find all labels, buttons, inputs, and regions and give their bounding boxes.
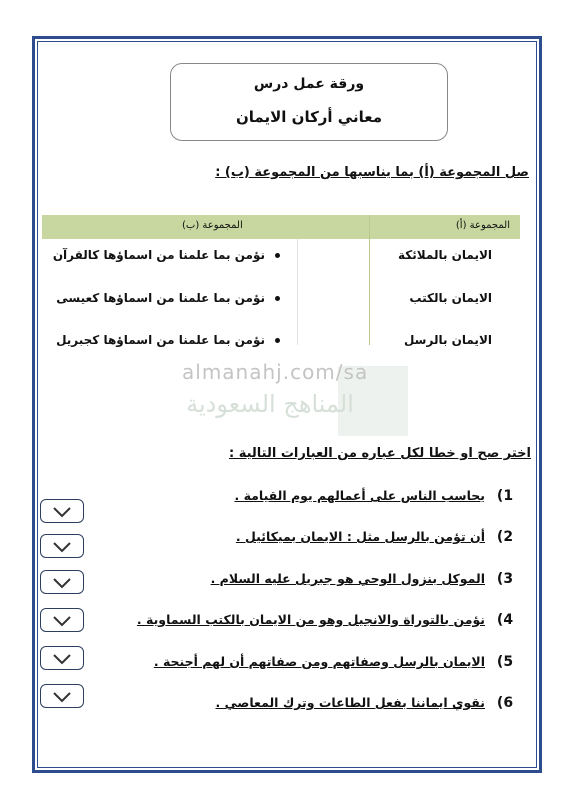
bullet-icon [275, 253, 280, 258]
answer-dropdown[interactable] [40, 684, 84, 708]
answer-dropdown[interactable] [40, 534, 84, 558]
answer-dropdown[interactable] [40, 608, 84, 632]
table-header-row [42, 215, 520, 239]
question-row: 1)يحاسب الناس على أعمالهم يوم القيامة . [234, 488, 514, 504]
question-row: 5)الايمان بالرسل وصفاتهم ومن صفاتهم أن لهم أجنحة . [153, 654, 514, 670]
chevron-down-icon [52, 506, 72, 518]
answer-dropdown[interactable] [40, 499, 84, 523]
group-a-item: الايمان بالرسل [403, 333, 492, 347]
header-group-a: المجموعة (أ) [455, 220, 510, 231]
question-row: 2)أن تؤمن بالرسل مثل : الايمان بميكائيل . [235, 529, 514, 545]
group-b-item: نؤمن بما علمنا من اسماؤها كجبريل [56, 333, 280, 347]
watermark [170, 360, 410, 440]
question-row: 6)نقوي ايماننا بفعل الطاعات وترك المعاصي . [215, 695, 514, 711]
chevron-down-icon [52, 653, 72, 665]
question-row: 4)نؤمن بالتوراة والانجيل وهو من الايمان بالكتب السماوية . [136, 612, 514, 628]
title-box [170, 63, 448, 141]
answer-dropdown[interactable] [40, 570, 84, 594]
watermark-url: almanahj.com/sa [182, 360, 369, 384]
column-divider [369, 215, 370, 345]
question-row: 3)الموكل بنزول الوحي هو جبريل عليه السلام . [210, 571, 514, 587]
watermark-arabic: المناهج السعودية [186, 390, 354, 418]
column-divider [297, 239, 298, 345]
matching-instruction: صل المجموعة (أ) بما يناسبها من المجموعة (ب) : [215, 165, 529, 180]
lesson-title: معاني أركان الايمان [235, 108, 382, 126]
header-group-b: المجموعة (ب) [182, 220, 243, 231]
answer-dropdown[interactable] [40, 646, 84, 670]
group-a-item: الايمان بالكتب [409, 291, 492, 305]
group-a-item: الايمان بالملائكة [398, 248, 492, 262]
group-b-item: نؤمن بما علمنا من اسماؤها كالقرآن [53, 248, 280, 262]
bullet-icon [275, 296, 280, 301]
bullet-icon [275, 338, 280, 343]
worksheet-label: ورقة عمل درس [253, 76, 365, 92]
chevron-down-icon [52, 615, 72, 627]
true-false-instruction: اختر صح او خطا لكل عباره من العبارات التالية : [228, 446, 531, 461]
group-b-item: نؤمن بما علمنا من اسماؤها كعيسى [56, 291, 280, 305]
chevron-down-icon [52, 577, 72, 589]
chevron-down-icon [52, 691, 72, 703]
chevron-down-icon [52, 541, 72, 553]
